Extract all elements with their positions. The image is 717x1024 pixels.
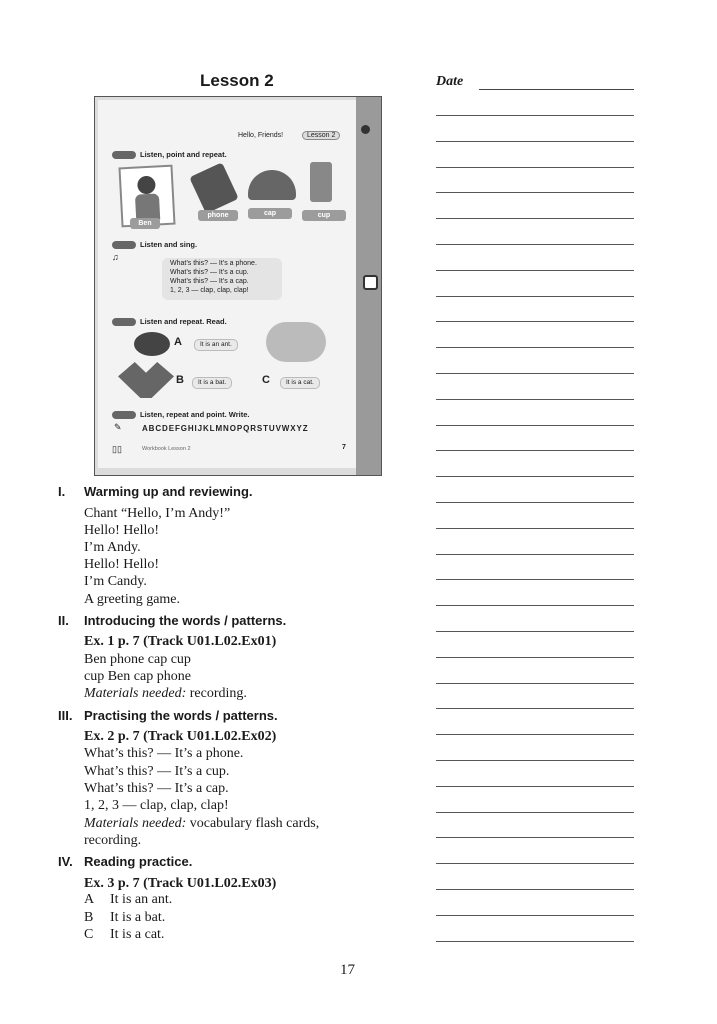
bat-picture bbox=[118, 362, 174, 398]
sec1-line: Hello! Hello! bbox=[84, 523, 160, 538]
music-note-icon: ♫ bbox=[112, 252, 119, 262]
section-4-title: Reading practice. bbox=[84, 854, 193, 869]
track-2-icon bbox=[112, 241, 136, 249]
phone-picture bbox=[189, 162, 239, 213]
note-line bbox=[436, 683, 634, 684]
note-line bbox=[436, 760, 634, 761]
track-1-icon bbox=[112, 151, 136, 159]
sec3-materials-cont: recording. bbox=[84, 833, 142, 848]
book-icon: ▯▯ bbox=[112, 444, 122, 454]
note-line bbox=[436, 605, 634, 606]
ex1-heading: Listen, point and repeat. bbox=[140, 150, 227, 159]
sec1-line: I’m Andy. bbox=[84, 540, 141, 555]
label-cap: cap bbox=[248, 208, 292, 219]
sec4-item-text: It is an ant. bbox=[110, 892, 173, 907]
note-line bbox=[436, 502, 634, 503]
section-4-number: IV. bbox=[58, 854, 73, 869]
sec2-line: Ben phone cap cup bbox=[84, 652, 191, 667]
note-line bbox=[436, 631, 634, 632]
sentence-a: It is an ant. bbox=[194, 339, 238, 351]
book-lesson-tab: Lesson 2 bbox=[302, 131, 340, 140]
ant-picture bbox=[134, 332, 170, 356]
note-line bbox=[436, 373, 634, 374]
note-line bbox=[436, 863, 634, 864]
note-line bbox=[436, 270, 634, 271]
cap-picture bbox=[248, 170, 296, 200]
label-ben: Ben bbox=[130, 218, 160, 229]
letter-a: A bbox=[174, 336, 182, 348]
cat-picture bbox=[266, 322, 326, 362]
song-line-2: What’s this? — It’s a cup. bbox=[170, 269, 249, 276]
sec2-materials bbox=[84, 685, 247, 702]
section-3-title: Practising the words / patterns. bbox=[84, 708, 278, 723]
note-line bbox=[436, 915, 634, 916]
page-number: 17 bbox=[340, 962, 355, 978]
note-line bbox=[436, 347, 634, 348]
book-header: Hello, Friends! bbox=[238, 132, 284, 139]
song-line-1: What’s this? — It’s a phone. bbox=[170, 260, 257, 267]
letter-c: C bbox=[262, 374, 270, 386]
track-3-icon bbox=[112, 318, 136, 326]
sec2-exercise: Ex. 1 p. 7 (Track U01.L02.Ex01) bbox=[84, 634, 277, 649]
student-book-page-image bbox=[94, 96, 382, 476]
note-line bbox=[436, 708, 634, 709]
sentence-b: It is a bat. bbox=[192, 377, 232, 389]
note-line bbox=[436, 554, 634, 555]
book-page-number: 7 bbox=[342, 444, 346, 451]
note-line bbox=[436, 657, 634, 658]
section-1-number: I. bbox=[58, 484, 66, 499]
book-footer-left: Workbook Lesson 2 bbox=[142, 446, 191, 452]
note-line bbox=[436, 786, 634, 787]
ex4-heading: Listen, repeat and point. Write. bbox=[140, 410, 250, 419]
section-2-number: II. bbox=[58, 613, 69, 628]
note-line bbox=[436, 476, 634, 477]
lesson-title: Lesson 2 bbox=[200, 71, 274, 90]
sec1-line: Hello! Hello! bbox=[84, 557, 160, 572]
sec3-line: What’s this? — It’s a cap. bbox=[84, 781, 229, 796]
cup-picture bbox=[310, 162, 332, 202]
sec3-materials bbox=[84, 815, 319, 832]
date-label: Date bbox=[436, 74, 464, 89]
note-line bbox=[436, 734, 634, 735]
book-page bbox=[98, 100, 356, 468]
materials-label: Materials needed: bbox=[84, 686, 187, 701]
note-line bbox=[436, 192, 634, 193]
track-4-icon bbox=[112, 411, 136, 419]
date-line bbox=[479, 89, 634, 90]
note-line bbox=[436, 837, 634, 838]
note-line bbox=[436, 167, 634, 168]
sec4-item-letter: C bbox=[84, 927, 94, 942]
sec3-exercise: Ex. 2 p. 7 (Track U01.L02.Ex02) bbox=[84, 729, 277, 744]
sec3-line: 1, 2, 3 — clap, clap, clap! bbox=[84, 798, 229, 813]
section-4-heading bbox=[58, 854, 192, 869]
ex3-heading: Listen and repeat. Read. bbox=[140, 317, 227, 326]
note-line bbox=[436, 399, 634, 400]
sec4-item-text: It is a cat. bbox=[110, 927, 165, 942]
sec3-line: What’s this? — It’s a cup. bbox=[84, 764, 230, 779]
section-3-heading bbox=[58, 708, 278, 723]
note-line bbox=[436, 579, 634, 580]
materials-label: Materials needed: bbox=[84, 816, 187, 831]
note-line bbox=[436, 218, 634, 219]
section-2-title: Introducing the words / patterns. bbox=[84, 613, 287, 628]
note-line bbox=[436, 941, 634, 942]
note-line bbox=[436, 141, 634, 142]
note-line bbox=[436, 321, 634, 322]
sec4-item-text: It is a bat. bbox=[110, 910, 166, 925]
section-1-title: Warming up and reviewing. bbox=[84, 484, 253, 499]
sec3-line: What’s this? — It’s a phone. bbox=[84, 746, 244, 761]
section-3-number: III. bbox=[58, 708, 73, 723]
song-line-3: What’s this? — It’s a cap. bbox=[170, 278, 249, 285]
note-line bbox=[436, 812, 634, 813]
sec1-line: A greeting game. bbox=[84, 592, 181, 607]
materials-value: vocabulary flash cards, bbox=[186, 816, 320, 831]
note-line bbox=[436, 889, 634, 890]
label-cup: cup bbox=[302, 210, 346, 221]
song-line-4: 1, 2, 3 — clap, clap, clap! bbox=[170, 287, 249, 294]
sec1-line: Chant “Hello, I’m Andy!” bbox=[84, 506, 231, 521]
book-page-edge bbox=[356, 97, 381, 475]
alphabet: ABCDEFGHIJKLMNOPQRSTUVWXYZ bbox=[142, 424, 309, 433]
sentence-c: It is a cat. bbox=[280, 377, 320, 389]
ex2-heading: Listen and sing. bbox=[140, 240, 198, 249]
section-1-heading bbox=[58, 484, 253, 499]
note-line bbox=[436, 425, 634, 426]
note-line bbox=[436, 244, 634, 245]
note-line bbox=[436, 115, 634, 116]
note-line bbox=[436, 296, 634, 297]
sec2-line: cup Ben cap phone bbox=[84, 669, 191, 684]
section-2-heading bbox=[58, 613, 286, 628]
label-phone: phone bbox=[198, 210, 238, 221]
sec1-line: I’m Candy. bbox=[84, 574, 147, 589]
sec4-item-letter: B bbox=[84, 910, 94, 925]
note-line bbox=[436, 528, 634, 529]
pencil-icon: ✎ bbox=[114, 422, 122, 432]
note-line bbox=[436, 450, 634, 451]
sec4-item-letter: A bbox=[84, 892, 95, 907]
sec4-exercise: Ex. 3 p. 7 (Track U01.L02.Ex03) bbox=[84, 876, 277, 891]
materials-value: recording. bbox=[186, 686, 247, 701]
letter-b: B bbox=[176, 374, 184, 386]
